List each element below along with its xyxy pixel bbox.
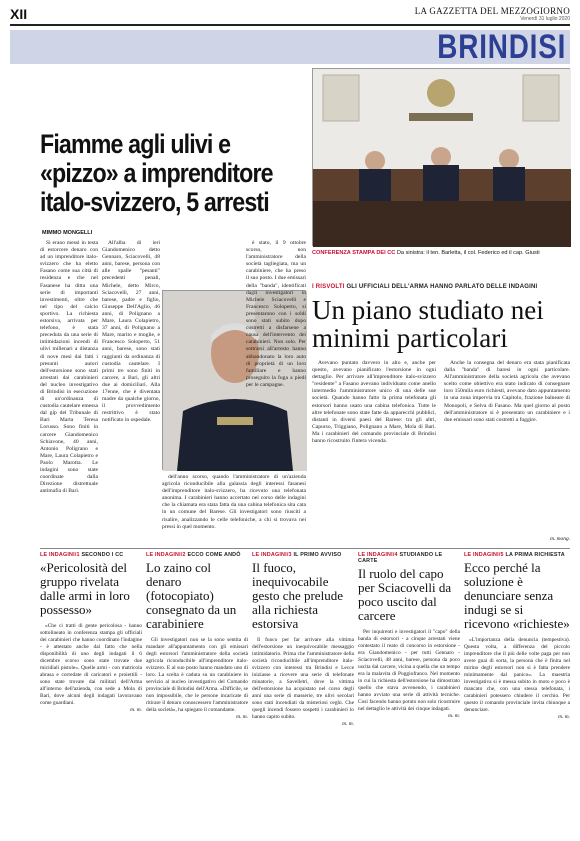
caption-text: Da sinistra: il ten. Barletta, il col. Federico ed il cap. Giusti bbox=[396, 250, 540, 256]
box-paragraph: Per inquirenti e investigatori il "capo" della banda di estorsori - a cinque arrestati viene contestato il reato di concorso in estorsione - era Giandomenico - per tutti Gennaro - Sciacovelli, 48 anni, barese, persona da poco uscita dal carcere, vicina a quella che un tempo era la malavita di Poggiofranco. Nel momento in cui la richiesta dell'estorsione ha dimostrato quello che stava avvenendo, i carabinieri hanno avviato una serie di attività tecniche. Così facendo hanno potuto non solo ricostruire nel dettaglio le attività dei cinque indagati. bbox=[358, 629, 460, 712]
box-signature: m. m. bbox=[130, 707, 142, 713]
article-paragraph: All'alba di ieri Giandomenico detto Gennaro, Sciacovelli, 48 anni, barese, persona con alle spalle "pesanti" precedenti penali, Michele, detto Mirco, Sciacovelli, 27 anni, barese, padre e figlio, Giuseppe Dell'Aglio, 46 anni, di Polignano a Mare, Laura Colapietro, 37 anni, di Polignano a Mare, marito e moglie, e Francesco Soloperto, 51 anni, barese, sono stati raggiunti da ordinanza di custodia cautelare. I primi tre sono finiti in carcere, a Bari, gli altri due ai domiciliari. Alla 17enne, che è diventata madre da qualche giorno, il provvedimento restrittivo è stato notificato in ospedale. bbox=[102, 240, 160, 424]
sidebar-box-5 bbox=[464, 552, 570, 720]
article-paragraph: Si erano messi in testa di estorcere denaro con ad un imprenditore italo-svizzero che ha eletto Fasano come sua città di residenza e che nel Fasanese ha ditta una serie di importanti investimenti, oltre che nel tipo del calcio sportivo. La richiesta estorsiva, arrivata per telefono, è stata preceduta da una serie di intimidazioni incendi di ulivi millenari a distanza di nove mesi dai fatti i presunti autori dell'estorsione sono stati arrestati dai carabinieri del nucleo investigativo di Brindisi in esecuzione di un'ordinanza di custodia cautelare emessa dal gip del Tribunale di Bari Marta Teresa Lorusso. Sono finiti in carcere Giandomenico Schiavone, 40 anni, Antonio Poligrano e Mare, Laura Colapietro e Paolo Marotta. Le indagini sono state coordinate dalla Direzione distrettuale antimafia di Bari. bbox=[40, 240, 98, 495]
box-kicker-rest: STUDIANDO LE CARTE bbox=[358, 552, 443, 564]
box-kicker bbox=[146, 552, 248, 558]
box-kicker-red: LE INDAGINI/2 bbox=[146, 552, 186, 558]
caption-label: CONFERENZA STAMPA DEI CC bbox=[312, 250, 396, 256]
article-paragraph: dell'anno scorso, quando l'amministratore di un'azienda agricola riconducibile alla galassia degli interessi fasanesi dell'imprenditore italo-svizzero, ha ricevuto una telefonata anonima. I carabinieri hanno accertato nel corso delle indagini che la chiamata era stata fatta da una cabina telefonica sita cata in un comune del Barese. Gli investigatori sono riusciti a risalire, analizzando le celle telefoniche, a chi si trovava nei pressi in quel momento. bbox=[162, 474, 306, 530]
article-paragraph: è stato, il 9 ottobre scorso, non l'amministratore della società tagliegiata, ma un carabiniere, che ha preso il suo posto. I due emissari della "banda", identificati dagli investigatori in Michele Sciacovelli e Francesco Soloperto, si presentarono con i soldi sono stati subito dopo costretti a disfarsene a causa dell'intervento dei carabinieri. Non solo. Per sottrarsi all'arresto hanno abbandonato la loro auto di proprietà di un loro familiare e hanno proseguito la fuga a piedi per le campagne. bbox=[246, 240, 306, 388]
sidebar-box-2 bbox=[146, 552, 248, 720]
main-headline: Fiamme agli ulivi e «pizzo» a imprenditore italo-svizzero, 5 arresti bbox=[40, 129, 273, 217]
sub-kicker-rest: GLI UFFICIALI DELL'ARMA HANNO PARLATO DELLE INDAGINI bbox=[346, 284, 538, 290]
box-title: Ecco perché la soluzione è denunciare senza indugi se si ricevono «richieste» bbox=[464, 560, 570, 631]
page-header bbox=[10, 4, 570, 26]
main-article-column-3 bbox=[246, 240, 306, 388]
box-kicker-red: LE INDAGINI/3 bbox=[252, 552, 292, 558]
sub-article-kicker bbox=[312, 284, 570, 290]
box-kicker-rest: LA PRIMA RICHIESTA bbox=[505, 552, 565, 558]
box-title: «Pericolosità del gruppo rivelata dalle armi in loro possesso» bbox=[40, 560, 130, 617]
box-signature: m. m. bbox=[342, 721, 354, 727]
sub-article-column-2 bbox=[444, 360, 570, 534]
box-kicker bbox=[464, 552, 570, 558]
box-title: Il ruolo del capo per Sciacovelli da poco uscito dal carcere bbox=[358, 566, 452, 623]
sidebar-box-3 bbox=[252, 552, 354, 727]
box-signature: m. m. bbox=[558, 714, 570, 720]
paper-name: LA GAZZETTA DEL MEZZOGIORNO bbox=[414, 6, 570, 16]
box-kicker bbox=[358, 552, 460, 564]
box-kicker-red: LE INDAGINI/4 bbox=[358, 552, 398, 558]
box-kicker-red: LE INDAGINI/1 bbox=[40, 552, 80, 558]
box-text bbox=[146, 637, 248, 714]
sub-article-headline: Un piano studiato nei minimi particolari bbox=[312, 295, 544, 353]
box-title: Lo zaino col denaro (fotocopiato) consegnato da un carabiniere bbox=[146, 560, 237, 631]
photo-caption bbox=[312, 250, 570, 257]
page-number: XII bbox=[10, 6, 28, 22]
sidebar-box-1 bbox=[40, 552, 142, 713]
box-signature: m. m. bbox=[236, 714, 248, 720]
box-kicker-red: LE INDAGINI/5 bbox=[464, 552, 504, 558]
box-kicker-rest: IL PRIMO AVVISO bbox=[293, 552, 342, 558]
section-title: BRINDISI bbox=[437, 28, 566, 66]
sub-kicker-red: I RISVOLTI bbox=[312, 284, 345, 290]
main-article-column-2 bbox=[102, 240, 160, 544]
box-text bbox=[358, 629, 460, 713]
section-divider bbox=[40, 548, 570, 549]
box-text bbox=[40, 623, 142, 707]
box-text bbox=[464, 637, 570, 714]
sidebar-box-4 bbox=[358, 552, 460, 719]
box-text bbox=[252, 637, 354, 721]
sub-article-column-1 bbox=[312, 360, 436, 544]
sub-article-signature: m. mong. bbox=[550, 536, 570, 542]
box-kicker-rest: SECONDO I CC bbox=[81, 552, 124, 558]
press-conference-image bbox=[313, 69, 571, 247]
article-paragraph: Avevano puntato davvero in alto e, anche per questo, avevano pianificato l'estorsione in ogni dettaglio. Per arrivare all'imprenditore italo-svizzero "residente" a Fasano avevano individuato come anello intermedio l'amministratore unico di una delle sue società. Quando hanno fatto la prima telefonata gli estorsori hanno usato una cabina telefonica. Tutte le altre telefonate sono state fatte da apparecchi pubblici, distanti in diversi paesi del Barese: tra gli altri, Capurso, Triggiano, Polignano a Mare, Mola di Bari. Ma i carabinieri del comando provinciale di Brindisi hanno ricostruito l'intera vicenda. bbox=[312, 360, 436, 445]
box-signature: m. m. bbox=[448, 713, 460, 719]
main-article-below-photo bbox=[162, 474, 306, 544]
press-conference-photo bbox=[312, 68, 570, 246]
box-kicker-rest: ECCO COME ANDÒ bbox=[187, 552, 241, 558]
article-paragraph: Anche la consegna del denaro era stata pianificata dalla "banda" di baresi in ogni particolare. All'amministratore della società agricola che avevano scelto come obiettivo era stato indicato di consegnare loro 150mila euro richiesti, avevano dato appuntamento in una zona impervia tra Capitolo, frazione balneare di Monopoli, e Selva di Fasano. Ma quel giorno al posto dell'amministratore si è presentato un carabiniere e i due emissari sono stati costretti a fuggire. bbox=[444, 360, 570, 423]
box-paragraph: «L'importanza della denuncia (tempestiva). Questa volta, a differenza del piccolo imprenditore che il più delle volte paga per non avere guai di sorta, la persona che è finita nel mirino degli estorsori non si è fatta prendere minimamente dal panico». La maestria investigativa si è messa subito in moto e poco è mancato che, con una stessa telefonata, i carabinieri potessero chiudere il cerchio. Per questo il comando provinciale invita chiunque a denunciare. bbox=[464, 637, 570, 713]
box-paragraph: Gli investigatori non se la sono sentita di mandare all'appuntamento con gli emissari degli estorsori l'amministratore della società agricola riconducibile all'imprenditore italo-svizzero. E al suo posto hanno mandato uno di loro. La scelta è caduta su un carabiniere in servizio al nucleo investigativo del Comando provinciale di Brindisi dell'Arma. «Difficile, se non impossibile, che le persone incaricate di ritirare il denaro conoscessero l'amministratore della società», ha spiegato il comandante. bbox=[146, 637, 248, 713]
box-title: Il fuoco, inequivocabile gesto che prelude alla richiesta estorsiva bbox=[252, 560, 343, 631]
box-paragraph: Il fuoco per far arrivare alla vittima dell'estorsione un inequivocabile messaggio intimidatorio. Prima che l'amministratore della società riconducibile all'imprenditore italo-svizzero con interessi tra Brindisi e Lecce iniziasse a ricevere una serie di telefonate minatorie, a Savelletri, dove la vittima dell'estorsione ha acquistato nel corso degli anni una serie di masserie, tre ulivi secolari sono stati incendiati da misteriosi ceghi. Che quegli incendi fossero sospetti i carabinieri lo hanno capito subito. bbox=[252, 637, 354, 720]
main-article-column-1 bbox=[40, 240, 98, 544]
box-paragraph: «Che ci tratti di gente pericolosa - hanno sottolineato in conferenza stampa gli ufficiali dei carabinieri che hanno coordinato l'indagine - è attestato anche dal fatto che nella disponibilità di uno degli indagati il 6 dicembre scorso sono state trovate due micidiali pistole». Quelle armi - con matricola abrasa e corredate di caricatori e proiettili - sono state trovate dai militari dell'Arma all'interno dell'azienda, con sede a Mola di Bari, dove alcuni degli indagati lavoravano come guardiani. bbox=[40, 623, 142, 706]
byline: MIMMO MONGELLI bbox=[42, 230, 93, 236]
box-kicker bbox=[252, 552, 354, 558]
paper-date: Venerdì 31 luglio 2020 bbox=[520, 16, 570, 22]
paper-info bbox=[415, 6, 570, 22]
box-kicker bbox=[40, 552, 142, 558]
